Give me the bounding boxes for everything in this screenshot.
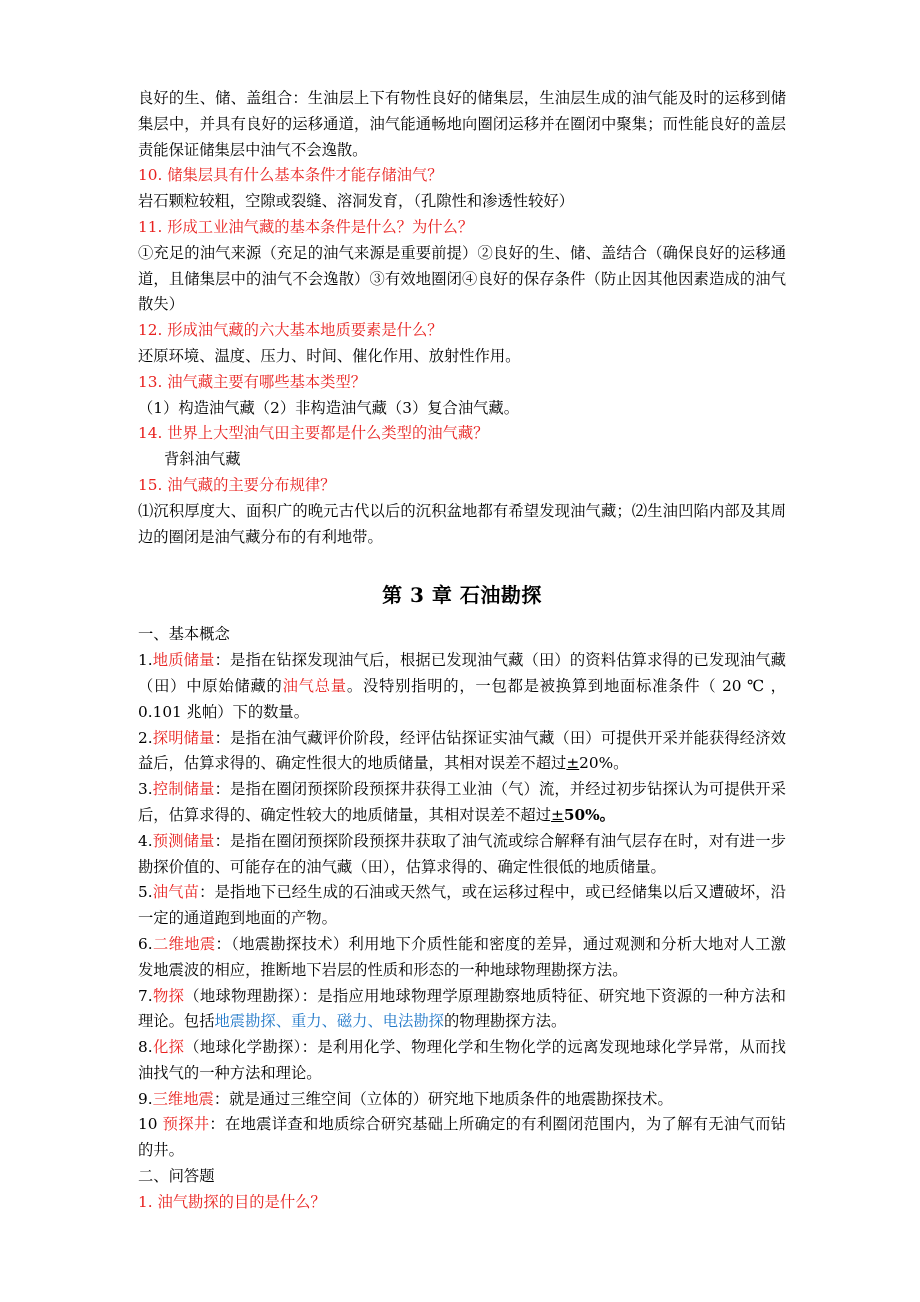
answer-13: （1）构造油气藏（2）非构造油气藏（3）复合油气藏。 <box>138 398 520 417</box>
concept-separator: ： <box>214 780 231 799</box>
continuation-paragraph: 良好的生、储、盖组合：生油层上下有物性良好的储集层，生油层生成的油气能及时的运移到储集层中，并具有良好的运移通道，油气能通畅地向圈闭运移并在圈闭中聚集；而性能良好的盖层责能保证储集层中油气不会逸散。 <box>138 89 786 159</box>
answer-12: 还原环境、温度、压力、时间、催化作用、放射性作用。 <box>138 346 521 365</box>
concept-term: 预探井 <box>162 1115 210 1134</box>
concept-text: 是指在油气藏评价阶段，经评估钻探证实油气藏（田）可提供开采并能获得经济效益后，估算求得的、确定性很大的地质储量，其相对误差不超过 <box>138 728 786 773</box>
question-15: 15. 油气藏的主要分布规律？ <box>138 475 336 494</box>
concept-item <box>138 1035 786 1087</box>
concept-number: 5. <box>138 883 153 902</box>
answer-14: 背斜油气藏 <box>164 450 241 469</box>
concept-text: 在地震详查和地质综合研究基础上所确定的有利圈闭范围内，为了解有无油气而钻的井。 <box>138 1115 786 1160</box>
question-10: 10. 储集层具有什么基本条件才能存储油气？ <box>138 166 443 185</box>
plus-minus-sign: ± <box>551 805 564 824</box>
concept-highlight: 地震勘探、重力、磁力、电法勘探 <box>214 1012 444 1031</box>
concept-item <box>138 726 786 778</box>
concept-item <box>138 829 786 881</box>
concept-item <box>138 984 786 1036</box>
concept-separator: ： <box>214 728 231 747</box>
concept-term: 二维地震 <box>152 934 216 953</box>
concept-term: 探明储量 <box>152 728 215 747</box>
concept-text-tail: 20%。 <box>579 754 629 773</box>
concept-number: 4. <box>138 831 153 850</box>
concept-separator: （地球物理勘探）： <box>184 986 318 1005</box>
question-12: 12. 形成油气藏的六大基本地质要素是什么？ <box>138 321 443 340</box>
concept-term: 化探 <box>152 1038 185 1057</box>
chapter-title: 第 3 章 石油勘探 <box>382 583 542 608</box>
concept-item <box>138 777 786 829</box>
concept-term: 油气苗 <box>152 883 200 902</box>
concept-number: 9. <box>138 1089 153 1108</box>
concept-item <box>138 1112 786 1164</box>
concept-separator: ： <box>209 1115 225 1134</box>
concept-item <box>138 880 786 932</box>
concept-term: 预测储量 <box>152 831 215 850</box>
concept-text: 是指在钻探发现油气后，根据已发现油气藏（田）的资料估算求得的已发现油气藏（田）中原始储藏的 <box>138 651 786 695</box>
concept-number: 8. <box>138 1038 153 1057</box>
concept-item <box>138 932 786 984</box>
plus-minus-sign: ± <box>566 754 580 773</box>
answer-11: ①充足的油气来源（充足的油气来源是重要前提）②良好的生、储、盖结合（确保良好的运移通道，且储集层中的油气不会逸散）③有效地圈闭④良好的保存条件（防止因其他因素造成的油气散失） <box>138 243 786 314</box>
concept-number: 7. <box>138 986 153 1005</box>
concept-term: 三维地震 <box>152 1089 214 1108</box>
concept-item <box>138 1087 786 1113</box>
concept-text-tail: 的物理勘探方法。 <box>443 1012 567 1031</box>
concept-text-tail: 50%。 <box>563 805 615 824</box>
question-14: 14. 世界上大型油气田主要都是什么类型的油气藏？ <box>138 424 489 443</box>
concept-number: 6. <box>138 934 153 953</box>
concept-text: 是指地下已经生成的石油或天然气，或在运移过程中，或已经储集以后又遭破坏，沿一定的通道跑到地面的产物。 <box>138 883 786 928</box>
concept-number: 10 <box>138 1115 163 1134</box>
concept-text: 就是通过三维空间（立体的）研究地下地质条件的地震勘探技术。 <box>229 1089 673 1108</box>
concept-text: 是利用化学、物理化学和生物化学的远离发现地球化学异常，从而找油找气的一种方法和理论。 <box>138 1038 786 1082</box>
concept-item <box>138 648 786 725</box>
concept-number: 2. <box>138 728 153 747</box>
concept-number: 1. <box>138 651 153 670</box>
concept-separator: ： <box>213 1089 230 1108</box>
page-content <box>138 86 786 1216</box>
concept-term: 物探 <box>152 986 185 1005</box>
concept-highlight: 油气总量 <box>282 676 347 695</box>
concept-text: 是指在圈闭预探阶段预探井获得工业油（气）流，并经过初步钻探认为可提供开采后，估算求得的、确定性较大的地质储量，其相对误差不超过 <box>138 780 786 824</box>
section-title-basic-concepts: 一、基本概念 <box>138 625 230 644</box>
question-13: 13. 油气藏主要有哪些基本类型？ <box>138 372 367 391</box>
concept-separator: ： <box>214 831 231 850</box>
question-11: 11. 形成工业油气藏的基本条件是什么？为什么？ <box>138 217 474 236</box>
concept-separator: （地球化学勘探）： <box>184 1038 318 1057</box>
concept-text: 是指应用地球物理学原理勘察地质特征、研究地下资源的一种方法和理论。包括 <box>138 986 786 1031</box>
concept-term: 地质储量 <box>152 651 215 670</box>
concept-text-tail: 。没特别指明的，一包都是被换算到地面标准条件（ 20 ℃ ， 0.101 兆帕）下的数量。 <box>138 676 786 721</box>
answer-10: 岩石颗粒较粗，空隙或裂缝、溶洞发育，（孔隙性和渗透性较好） <box>138 192 574 211</box>
concept-term: 控制储量 <box>152 780 215 799</box>
concept-text: （地震勘探技术）利用地下介质性能和密度的差异，通过观测和分析大地对人工激发地震波的相应，推断地下岩层的性质和形态的一种地球物理勘探方法。 <box>138 934 786 979</box>
concept-text: 是指在圈闭预探阶段预探井获取了油气流或综合解释有油气层存在时，对有进一步勘探价值的、可能存在的油气藏（田），估算求得的、确定性很低的地质储量。 <box>138 831 786 876</box>
concept-number: 3. <box>138 780 153 799</box>
answer-15: ⑴沉积厚度大、面积广的晚元古代以后的沉积盆地都有希望发现油气藏；⑵生油凹陷内部及其周边的圈闭是油气藏分布的有利地带。 <box>138 501 786 546</box>
section-title-qa: 二、问答题 <box>138 1167 215 1186</box>
concept-separator: ： <box>215 934 232 953</box>
concept-separator: ： <box>199 883 215 902</box>
question-ch3-1: 1. 油气勘探的目的是什么？ <box>138 1192 326 1211</box>
concept-separator: ： <box>214 651 231 670</box>
